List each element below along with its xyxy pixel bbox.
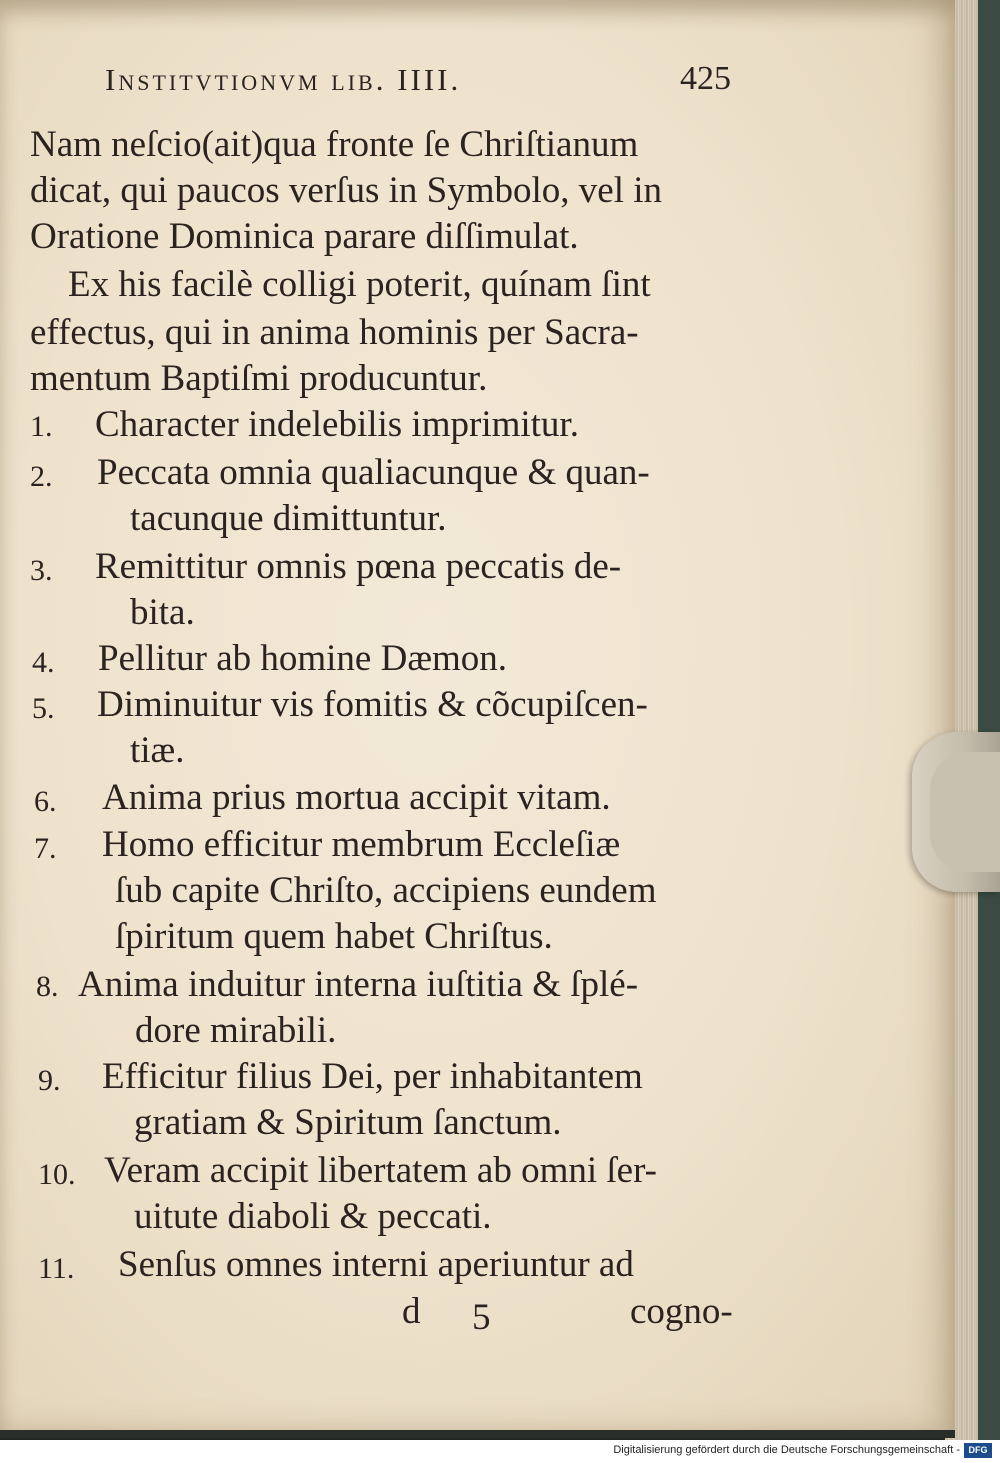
item-line: Anima induitur interna iuſtitia & ſplé-: [78, 964, 639, 1005]
signature-number: 5: [472, 1297, 491, 1338]
body-line: Ex his facilè colligi poterit, quínam ſint: [68, 264, 651, 305]
item-line: Remittitur omnis pœna peccatis de-: [95, 546, 622, 587]
item-number: 7.: [34, 832, 57, 865]
item-line: Efficitur filius Dei, per inhabitantem: [102, 1056, 643, 1097]
item-number: 1.: [30, 410, 53, 443]
item-number: 4.: [32, 646, 55, 679]
item-line: uitute diaboli & peccati.: [134, 1196, 492, 1237]
book-cover-edge: [978, 0, 1000, 1440]
signature-letter: d: [402, 1291, 421, 1332]
body-line: dicat, qui paucos verſus in Symbolo, vel in: [30, 170, 662, 211]
catchword: cogno-: [630, 1291, 733, 1332]
item-line: dore mirabili.: [135, 1010, 337, 1051]
item-number: 2.: [30, 460, 53, 493]
item-line: bita.: [130, 592, 195, 633]
item-line: gratiam & Spiritum ſanctum.: [134, 1102, 562, 1143]
item-number: 3.: [30, 554, 53, 587]
item-line: Character indelebilis imprimitur.: [95, 404, 579, 445]
item-number: 9.: [38, 1064, 61, 1097]
running-title: Institvtionvm lib. IIII.: [105, 62, 462, 97]
item-line: Senſus omnes interni aperiuntur ad: [118, 1244, 634, 1285]
item-line: Homo efficitur membrum Eccleſiæ: [102, 824, 621, 865]
item-line: Peccata omnia qualiacunque & quan-: [97, 452, 650, 493]
item-line: tiæ.: [130, 730, 185, 771]
body-line: effectus, qui in anima hominis per Sacra-: [30, 312, 639, 353]
item-line: ſub capite Chriſto, accipiens eundem: [115, 870, 657, 911]
credit-text: Digitalisierung gefördert durch die Deutsche Forschungsgemeinschaft -: [613, 1444, 960, 1456]
dfg-logo: DFG: [964, 1443, 992, 1458]
body-line: Oratione Dominica parare diſſimulat.: [30, 216, 579, 257]
page-clip-inner: [930, 752, 1000, 872]
item-number: 5.: [32, 692, 55, 725]
body-line: mentum Baptiſmi producuntur.: [30, 358, 488, 399]
body-line: Nam neſcio(ait)qua fronte ſe Chriſtianum: [30, 124, 639, 165]
item-line: Veram accipit libertatem ab omni ſer-: [104, 1150, 657, 1191]
item-line: ſpiritum quem habet Chriſtus.: [115, 916, 553, 957]
item-line: Anima prius mortua accipit vitam.: [102, 777, 611, 818]
item-line: tacunque dimittuntur.: [130, 498, 447, 539]
item-number: 11.: [38, 1252, 75, 1285]
item-number: 6.: [34, 785, 57, 818]
item-number: 10.: [38, 1158, 76, 1191]
item-number: 8.: [36, 970, 59, 1003]
item-line: Pellitur ab homine Dæmon.: [98, 638, 508, 679]
page-number: 425: [680, 60, 731, 97]
item-line: Diminuitur vis fomitis & cõcupiſcen-: [97, 684, 648, 725]
